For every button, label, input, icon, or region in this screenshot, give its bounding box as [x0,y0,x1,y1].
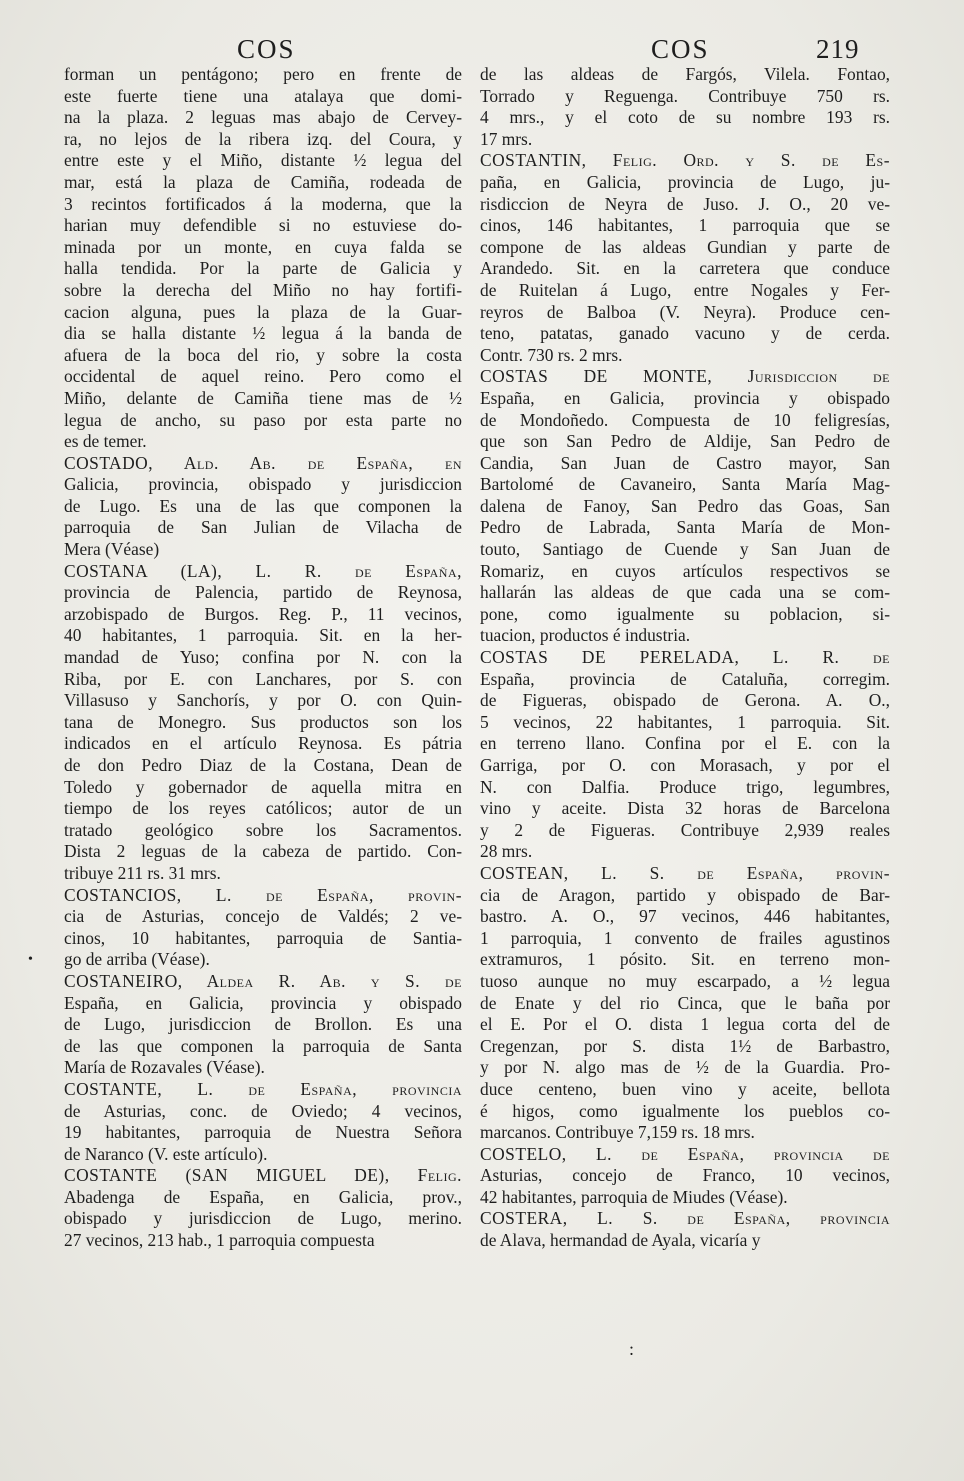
text-line: de Lugo, jurisdiccion de Brollon. Es una [64,1014,462,1035]
text-line: bastro. A. O., 97 vecinos, 446 habitantes, [480,906,890,927]
text-line: dalena de Fanoy, San Pedro das Goas, San [480,495,890,516]
text-line: Mera (Véase) [64,539,160,560]
text-line: de las aldeas de Fargós, Vilela. Fontao, [480,64,890,84]
text-line: indicados en el artículo Reynosa. Es pátria [64,733,462,754]
text-line: de Enate y del rio Cinca, que le baña por [480,992,890,1013]
text-line: cia de Aragon, partido y obispado de Bar- [480,884,890,905]
text-line: cinos, 146 habitantes, 1 parroquia que se [480,215,890,236]
text-line: Torrado y Reguenga. Contribuye 750 rs. [480,85,890,106]
text-line: arzobispado de Burgos. Reg. P., 11 vecinos, [64,603,462,624]
text-line: afuera de la boca del rio, y sobre la costa [64,344,462,365]
text-line: que son San Pedro de Aldije, San Pedro de [480,431,890,452]
text-line: COSTEAN, L. S. de España, provin- [480,862,890,883]
text-line: y por N. algo mas de ½ de la Guardia. Pro- [480,1057,890,1078]
text-line: Riba, por E. con Lanchares, por S. con [64,668,462,689]
text-line: duce centeno, buen vino y aceite, bellota [480,1078,890,1099]
text-line: COSTAS DE MONTE, Jurisdiccion de [480,366,890,387]
text-line: de las que componen la parroquia de Santa [64,1035,462,1056]
text-line: de Asturias, conc. de Oviedo; 4 vecinos, [64,1100,462,1121]
text-line: entre este y el Miño, distante ½ legua del [64,150,462,171]
text-line: hallarán las aldeas de que cada una se com- [480,582,890,603]
text-line: go de arriba (Véase). [64,949,210,970]
text-line: este fuerte tiene una atalaya que domi- [64,85,462,106]
text-line: tuacion, productos é industria. [480,625,691,646]
text-line: pone, como igualmente su poblacion, si- [480,603,890,624]
text-line: es de temer. [64,431,147,452]
text-line: 40 habitantes, 1 parroquia. Sit. en la her- [64,625,462,646]
text-line: compone de las aldeas Gundian y parte de [480,236,890,257]
text-line: touto, Santiago de Cuende y San Juan de [480,539,890,560]
column-end-mark: : [629,1339,635,1359]
text-line: España, provincia de Cataluña, corregim. [480,668,890,689]
text-line: España, en Galicia, provincia y obispado [480,387,890,408]
text-line: Villasuso y Sanchorís, y por O. con Quin- [64,690,462,711]
text-line: 28 mrs. [480,841,533,862]
text-line: Candia, San Juan de Castro mayor, San [480,452,890,473]
margin-ornament: • [28,952,33,967]
text-line: é higos, como igualmente los pueblos co- [480,1100,890,1121]
text-line: COSTANTE (SAN MIGUEL DE), Felig. [64,1165,462,1186]
text-line: vino y aceite. Dista 32 horas de Barcelona [480,798,890,819]
text-line: occidental de aquel reino. Pero como el [64,366,462,387]
text-line: de Alava, hermandad de Ayala, vicaría y [480,1230,761,1251]
text-line: 27 vecinos, 213 hab., 1 parroquia compuesta [64,1230,375,1251]
text-line: risdiccion de Neyra de Juso. J. O., 20 ve- [480,193,890,214]
text-line: COSTANEIRO, Aldea R. Ab. y S. de [64,970,462,991]
left-text-column [64,64,462,1252]
text-line: Galicia, provincia, obispado y jurisdiccion [64,474,462,495]
text-line: COSTAS DE PERELADA, L. R. de [480,647,890,668]
text-line: harian muy defendible si no estuviese do- [64,215,462,236]
text-line: ra, no lejos de la ribera izq. del Coura, y [64,128,462,149]
text-line: marcanos. Contribuye 7,159 rs. 18 mrs. [480,1122,755,1143]
text-line: 1 parroquia, 1 convento de frailes agustinos [480,927,890,948]
text-line: Toledo y gobernador de aquella mitra en [64,776,462,797]
text-line: legua de ancho, su paso por esta parte no [64,409,462,430]
text-line: 5 vecinos, 22 habitantes, 1 parroquia. Sit. [480,711,890,732]
text-line: de Mondoñedo. Compuesta de 10 feligresías, [480,409,890,430]
text-line: 17 mrs. [480,128,533,149]
text-line: de Ruitelan á Lugo, entre Nogales y Fer- [480,279,890,300]
text-line: Dista 2 leguas de la cabeza de partido. Con- [64,841,462,862]
text-line: en terreno llano. Confina por el E. con la [480,733,890,754]
text-line: cia de Asturias, concejo de Valdés; 2 ve- [64,906,462,927]
text-line: 4 mrs., y el coto de su nombre 193 rs. [480,107,890,128]
text-line: na la plaza. 2 leguas mas abajo de Cervey- [64,107,462,128]
text-line: minada por un monte, en cuya falda se [64,236,462,257]
text-line: de Naranco (V. este artículo). [64,1143,268,1164]
text-line: obispado y jurisdiccion de Lugo, merino. [64,1208,462,1229]
text-line: mandad de Yuso; confina por N. con la [64,647,462,668]
text-line: COSTANA (LA), L. R. de España, [64,560,462,581]
text-line: reyros de Balboa (V. Neyra). Produce cen- [480,301,890,322]
text-line: COSTANTIN, Felig. Ord. y S. de Es- [480,150,890,171]
text-line: sobre la derecha del Miño no hay fortifi- [64,279,462,300]
text-line: 19 habitantes, parroquia de Nuestra Señora [64,1122,462,1143]
text-line: COSTANCIOS, L. de España, provin- [64,884,462,905]
text-line: Cregenzan, por S. dista 1½ de Barbastro, [480,1035,890,1056]
text-line: Asturias, concejo de Franco, 10 vecinos, [480,1165,890,1186]
text-line: teno, patatas, ganado vacuno y de cerda. [480,323,890,344]
text-line: paña, en Galicia, provincia de Lugo, ju- [480,171,890,192]
text-line: Contr. 730 rs. 2 mrs. [480,344,623,365]
text-line: tribuye 211 rs. 31 mrs. [64,862,221,883]
text-line: España, en Galicia, provincia y obispado [64,992,462,1013]
text-line: de don Pedro Diaz de la Costana, Dean de [64,755,462,775]
text-line: y 2 de Figueras. Contribuye 2,939 reales [480,819,890,840]
text-line: María de Rozavales (Véase). [64,1057,265,1078]
running-head-right: COS [651,34,710,64]
text-line: Romariz, en cuyos artículos respectivos se [480,560,890,581]
text-line: provincia de Palencia, partido de Reynosa, [64,582,462,603]
text-line: parroquia de San Julian de Vilacha de [64,517,462,538]
text-line: cacion alguna, pues la plaza de la Guar- [64,301,462,322]
text-line: COSTERA, L. S. de España, provincia [480,1208,890,1229]
text-line: 3 recintos fortificados á la moderna, que la [64,193,462,214]
text-line: Abadenga de España, en Galicia, prov., [64,1186,462,1207]
right-text-column [480,64,890,1252]
text-line: de Figueras, obispado de Gerona. A. O., [480,690,890,711]
text-line: COSTANTE, L. de España, provincia [64,1078,462,1099]
text-line: tratado geológico sobre los Sacramentos. [64,819,462,840]
text-line: Pedro de Labrada, Santa María de Mon- [480,517,890,538]
text-line: tuoso aunque no muy escarpado, a ½ legua [480,970,890,991]
text-line: 42 habitantes, parroquia de Miudes (Véase). [480,1186,788,1207]
running-head-left: COS [237,34,296,64]
text-line: tana de Monegro. Sus productos son los [64,711,462,732]
text-line: dia se halla distante ½ legua á la banda de [64,323,462,344]
text-line: de Lugo. Es una de las que componen la [64,495,462,516]
text-line: Garriga, por O. con Morasach, y por el [480,755,890,775]
text-line: Bartolomé de Cavaneiro, Santa María Mag- [480,474,890,495]
text-line: N. con Dalfia. Produce trigo, legumbres, [480,776,890,797]
text-line: cinos, 10 habitantes, parroquia de Santia- [64,927,462,948]
text-line: tiempo de los reyes católicos; autor de un [64,798,462,819]
text-line: COSTADO, Ald. Ab. de España, en [64,452,462,473]
page-number: 219 [816,34,860,64]
text-line: COSTELO, L. de España, provincia de [480,1143,890,1164]
text-line: el E. Por el O. dista 1 legua corta del de [480,1014,890,1035]
text-line: mar, está la plaza de Camiña, rodeada de [64,171,462,192]
text-line: extramuros, 1 pósito. Sit. en terreno mon- [480,949,890,970]
text-line: forman un pentágono; pero en frente de [64,64,462,84]
text-line: Arandedo. Sit. en la carretera que conduce [480,258,890,279]
text-line: halla tendida. Por la parte de Galicia y [64,258,462,279]
text-line: Miño, delante de Camiña tiene mas de ½ [64,387,462,408]
